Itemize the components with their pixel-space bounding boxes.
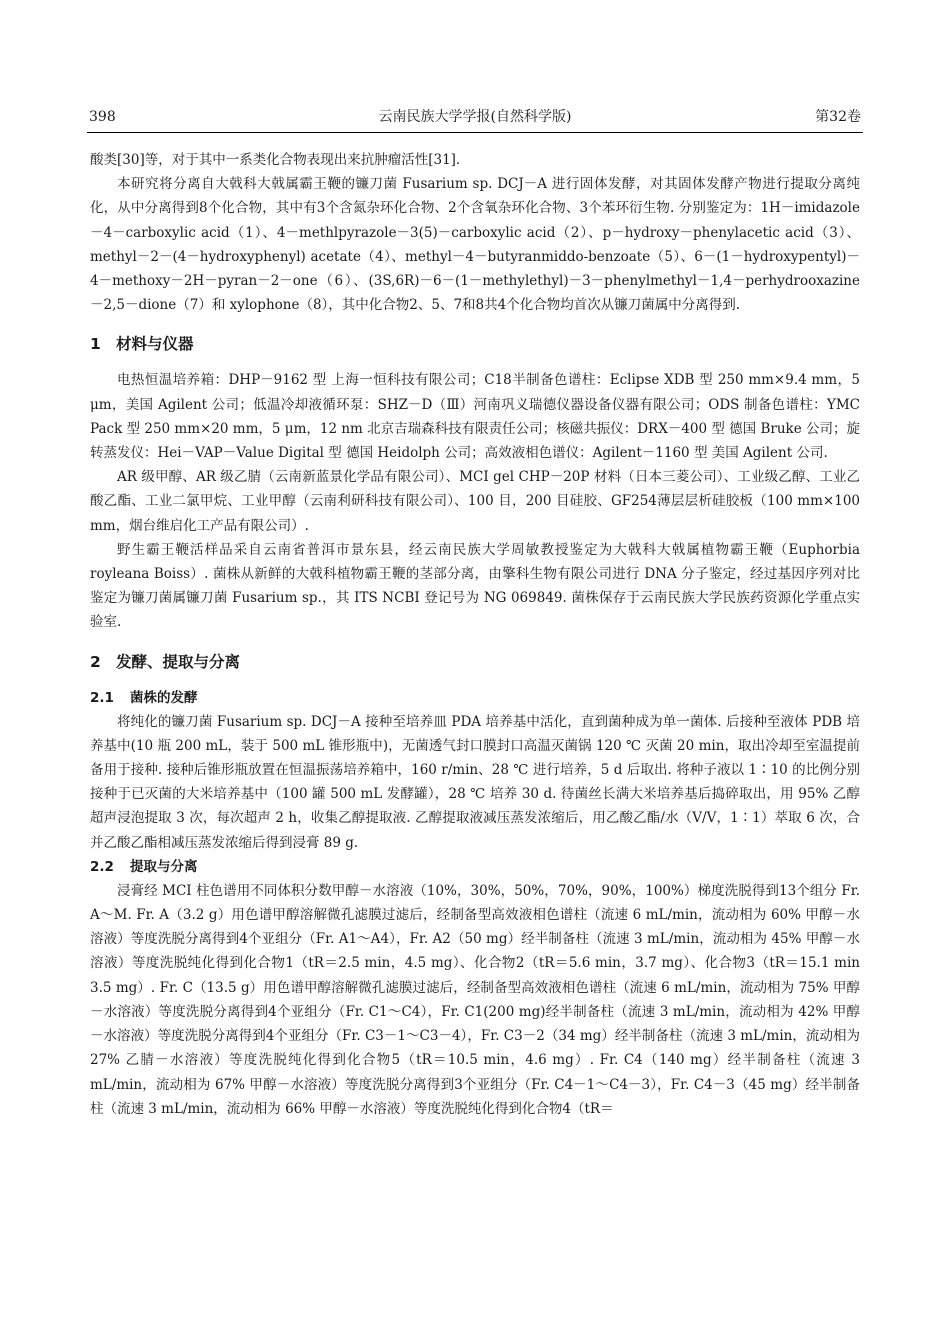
running-header [87,106,863,128]
intro-continuation: 酸类[30]等，对于其中一系类化合物表现出来抗肿瘤活性[31]． [90,152,470,168]
section-heading-fermentation [90,650,860,674]
section-number: 1 [90,335,101,354]
subsection-number: 2.2 [90,858,114,875]
fermentation-paragraph: 将纯化的镰刀菌 Fusarium sp. DCJ－A 接种至培养皿 PDA 培养基中活化，直到菌种成为单一菌体. 后接种至液体 PDB 培养基中(10 瓶 200 mL，装于 500 mL 锥形瓶中)，无菌透气封口膜封口高温灭菌锅 120 ℃ 灭菌 20 min，取出冷却至室温提前备用于接种. 接种后锥形瓶放置在恒温振荡培养箱中，160 r/min、28 ℃ 进行培养，5 d 后取出. 将种子液以 1∶10 的比例分别接种于已灭菌的大米培养基中（100 罐 500 mL 发酵罐），28 ℃ 培养 30 d. 待菌丝长满大米培养基后捣碎取出，用 95% 乙醇超声浸泡提取 3 次，每次超声 2 h，收集乙醇提取液. 乙醇提取液减压蒸发浓缩后，用乙酸乙酯/水（V/V，1∶1）萃取 6 次，合并乙酸乙酯相减压蒸发浓缩后得到浸膏 89 g. [90,713,860,851]
subsection-heading-fermentation [90,686,860,710]
strain-source-paragraph: 野生霸王鞭活样品采自云南省普洱市景东县，经云南民族大学周敏教授鉴定为大戟科大戟属植物霸王鞭（Euphorbia royleana Boiss）. 菌株从新鲜的大戟科植物霸王鞭的茎部分离，由擎科生物有限公司进行 DNA 分子鉴定，经过基因序列对比鉴定为镰刀菌属镰刀菌 Fusarium sp.，其 ITS NCBI 登记号为 NG 069849. 菌株保存于云南民族大学民族药资源化学重点实验室. [90,541,860,631]
subsection-title: 菌株的发酵 [130,689,198,706]
reagents-paragraph: AR 级甲醇、AR 级乙腈（云南新蓝景化学品有限公司）、MCI gel CHP－20P 材料（日本三菱公司）、工业级乙醇、工业乙酸乙酯、工业二氯甲烷、工业甲醇（云南利研科技有限公司）、100 目，200 目硅胶、GF254薄层层析硅胶板（100 mm×100 mm，烟台维启化工产品有限公司）. [90,469,860,534]
intro-paragraph: 本研究将分离自大戟科大戟属霸王鞭的镰刀菌 Fusarium sp. DCJ－A 进行固体发酵，对其固体发酵产物进行提取分离纯化，从中分离得到8个化合物，其中有3个含氮杂环化合物、2个含氧杂环化合物、3个苯环衍生物. 分别鉴定为：1H－imidazole－4－carboxylic acid（1）、4－methlpyrazole－3(5)－carboxylic acid（2）、p－hydroxy－phenylacetic acid（3）、methyl－2－(4－hydroxyphenyl) acetate（4）、methyl－4－butyranmiddo-benzoate（5）、6－(1－hydroxypentyl)－4－methoxy－2H－pyran－2－one（6）、(3S,6R)－6－(1－methylethyl)－3－phenylmethyl－1,4－perhydrooxazine－2,5－dione（7）和 xylophone（8），其中化合物2、5、7和8共4个化合物均首次从镰刀菌属中分离得到. [90,176,860,314]
header-rule [87,132,863,133]
volume-label: 第32卷 [815,109,861,125]
page-number: 398 [89,109,116,125]
subsection-number: 2.1 [90,689,114,706]
journal-title: 云南民族大学学报(自然科学版) [378,109,572,125]
instruments-paragraph: 电热恒温培养箱：DHP－9162 型 上海一恒科技有限公司；C18半制备色谱柱：Eclipse XDB 型 250 mm×9.4 mm，5 μm，美国 Agilent 公司；低温冷却液循环泵：SHZ－D（Ⅲ）河南巩义瑞德仪器设备仪器有限公司；ODS 制备色谱柱：YMC Pack 型 250 mm×20 mm，5 μm，12 nm 北京吉瑞森科技有限责任公司；核磁共振仪：DRX－400 型 德国 Bruke 公司；旋转蒸发仪：Hei－VAP－Value Digital 型 德国 Heidolph 公司；高效液相色谱仪：Agilent－1160 型 美国 Agilent 公司. [90,372,860,462]
section-title: 发酵、提取与分离 [116,652,241,671]
subsection-heading-extraction [90,855,860,879]
extraction-paragraph: 浸膏经 MCI 柱色谱用不同体积分数甲醇－水溶液（10%，30%，50%，70%，90%，100%）梯度洗脱得到13个组分 Fr. A～M. Fr. A（3.2 g）用色谱甲醇溶解微孔滤膜过滤后，经制备型高效液相色谱柱（流速 6 mL/min，流动相为 60% 甲醇－水溶液）等度洗脱分离得到4个亚组分（Fr. A1～A4），Fr. A2（50 mg）经半制备柱（流速 3 mL/min，流动相为 45% 甲醇－水溶液）等度洗脱纯化得到化合物1（tR＝2.5 min，4.5 mg）、化合物2（tR＝5.6 min，3.7 mg）、化合物3（tR＝15.1 min 3.5 mg）. Fr. C（13.5 g）用色谱甲醇溶解微孔滤膜过滤后，经制备型高效液相色谱柱（流速 6 mL/min，流动相为 75% 甲醇－水溶液）等度洗脱分离得到4个亚组分（Fr. C1～C4），Fr. C1(200 mg)经半制备柱（流速 3 mL/min，流动相为 42% 甲醇－水溶液）等度洗脱分离得到4个亚组分（Fr. C3－1～C3－4），Fr. C3－2（34 mg）经半制备柱（流速 3 mL/min，流动相为 27% 乙腈－水溶液）等度洗脱纯化得到化合物5（tR＝10.5 min，4.6 mg）. Fr. C4（140 mg）经半制备柱（流速 3 mL/min，流动相为 67% 甲醇－水溶液）等度洗脱分离得到3个亚组分（Fr. C4－1～C4－3），Fr. C4－3（45 mg）经半制备柱（流速 3 mL/min，流动相为 66% 甲醇－水溶液）等度洗脱纯化得到化合物4（tR＝ [90,882,860,1117]
article-body [90,148,860,1121]
section-number: 2 [90,652,101,671]
section-heading-materials [90,332,860,356]
section-title: 材料与仪器 [116,335,194,354]
subsection-title: 提取与分离 [130,858,198,875]
